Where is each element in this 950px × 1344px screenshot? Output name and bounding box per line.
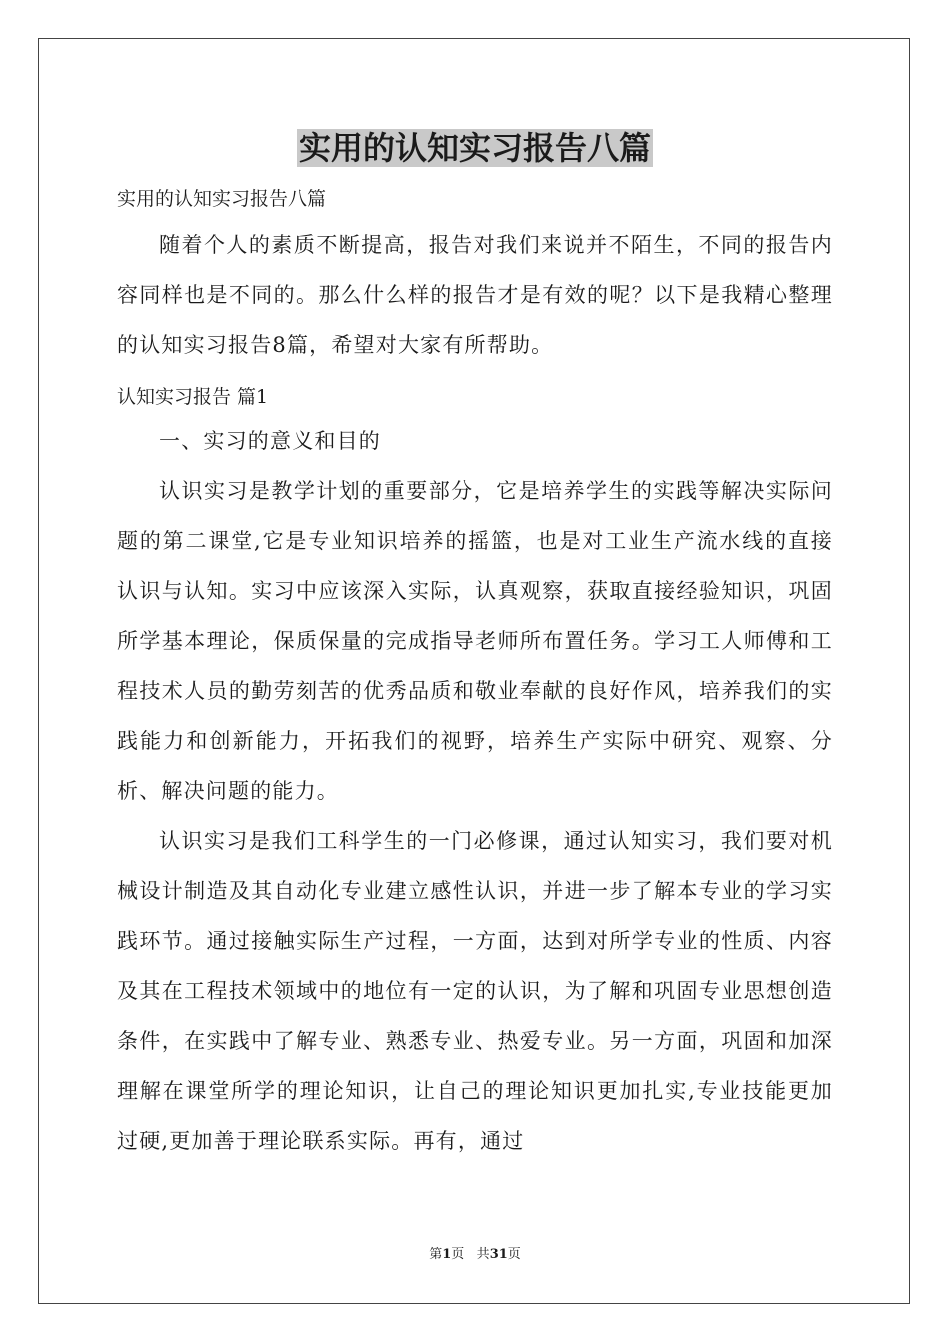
footer-total-suffix: 页 xyxy=(507,1247,521,1262)
footer-page-number: 1 xyxy=(442,1247,452,1262)
body-paragraph-2: 认识实习是我们工科学生的一门必修课，通过认知实习，我们要对机械设计制造及其自动化专业建立感性认识，并进一步了解本专业的学习实践环节。通过接触实际生产过程，一方面，达到对所学专业的性质、内容及其在工程技术领域中的地位有一定的认识，为了解和巩固专业思想创造条件，在实践中了解专业、熟悉专业、热爱专业。另一方面，巩固和加深理解在课堂所学的理论知识，让自己的理论知识更加扎实,专业技能更加过硬,更加善于理论联系实际。再有，通过 xyxy=(117,829,833,1153)
footer-total-prefix: 共 xyxy=(476,1247,490,1262)
document-subtitle: 实用的认知实习报告八篇 xyxy=(117,188,327,210)
subheading: 一、实习的意义和目的 xyxy=(159,429,381,453)
document-title-text: 实用的认知实习报告八篇 xyxy=(298,129,651,167)
body-paragraph-1: 认识实习是教学计划的重要部分，它是培养学生的实践等解决实际问题的第二课堂,它是专业知识培养的摇篮，也是对工业生产流水线的直接认识与认知。实习中应该深入实际，认真观察，获取直接经验知识，巩固所学基本理论，保质保量的完成指导老师所布置任务。学习工人师傅和工程技术人员的勤劳刻苦的优秀品质和敬业奉献的良好作风，培养我们的实践能力和创新能力，开拓我们的视野，培养生产实际中研究、观察、分析、解决问题的能力。 xyxy=(117,479,833,803)
intro-paragraph: 随着个人的素质不断提高，报告对我们来说并不陌生，不同的报告内容同样也是不同的。那么什么样的报告才是有效的呢？以下是我精心整理的认知实习报告8篇，希望对大家有所帮助。 xyxy=(117,233,833,357)
document-title xyxy=(0,126,950,170)
document-body xyxy=(117,180,833,1166)
footer-total-pages: 31 xyxy=(489,1247,508,1262)
footer-page-prefix: 第 xyxy=(429,1247,443,1262)
footer-page-suffix: 页 xyxy=(451,1247,465,1262)
section-heading: 认知实习报告 篇1 xyxy=(117,386,269,408)
page-footer xyxy=(0,1245,950,1265)
